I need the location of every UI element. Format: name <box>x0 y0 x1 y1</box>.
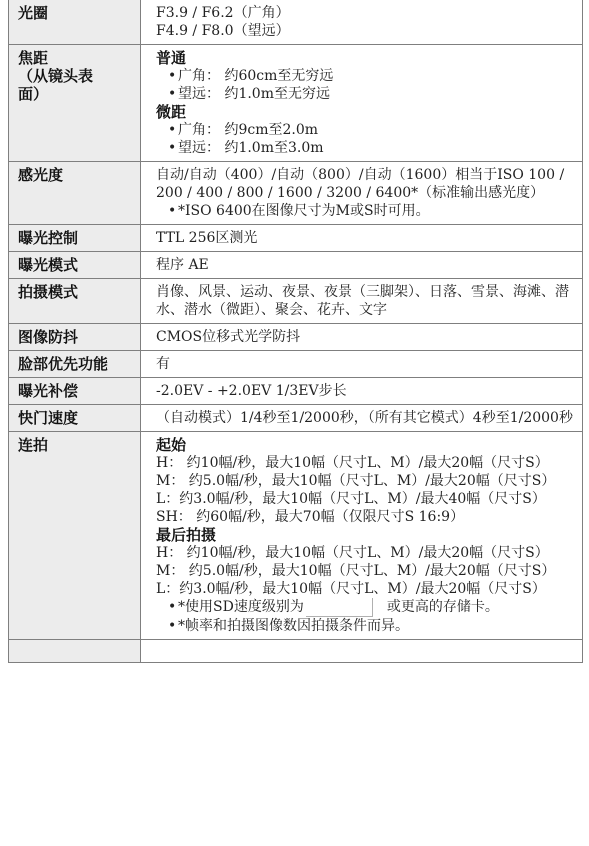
value-line: H： 约10幅/秒，最大10幅（尺寸L、M）/最大20幅（尺寸S） <box>156 455 549 471</box>
row-label: 图像防抖 <box>9 324 141 351</box>
row-aperture <box>9 0 583 45</box>
row-value <box>141 0 583 45</box>
subheading: 起始 <box>156 436 187 454</box>
spec-table <box>8 0 583 663</box>
value-line: H： 约10幅/秒，最大10幅（尺寸L、M）/最大20幅（尺寸S） <box>156 545 549 561</box>
note-text: *使用SD速度级别为 <box>178 599 304 615</box>
row-label: 曝光补偿 <box>9 378 141 405</box>
row-value: -2.0EV - +2.0EV 1/3EV步长 <box>141 378 583 405</box>
value-line: F4.9 / F8.0（望远） <box>156 23 290 39</box>
row-exposure-comp <box>9 378 583 405</box>
list-item: • 广角： 约9cm至2.0m <box>156 121 576 139</box>
row-value: （自动模式）1/4秒至1/2000秒，（所有其它模式）4秒至1/2000秒 <box>141 405 583 432</box>
row-value-empty <box>141 640 583 663</box>
row-burst <box>9 432 583 640</box>
list-item: • 望远： 约1.0m至无穷远 <box>156 85 576 103</box>
note-text: 或更高的存储卡。 <box>386 599 499 615</box>
row-iso <box>9 162 583 225</box>
row-value: 有 <box>141 351 583 378</box>
row-label: 感光度 <box>9 162 141 225</box>
subheading: 最后拍摄 <box>156 526 217 544</box>
bullet-list <box>156 598 576 635</box>
row-label: 脸部优先功能 <box>9 351 141 378</box>
value-line: F3.9 / F6.2（广角） <box>156 5 290 21</box>
row-exposure-mode <box>9 252 583 279</box>
row-metering <box>9 225 583 252</box>
value-line: M： 约5.0幅/秒，最大10幅（尺寸L、M）/最大20幅（尺寸S） <box>156 473 556 489</box>
bullet-list <box>156 67 576 103</box>
row-label: 曝光模式 <box>9 252 141 279</box>
row-label: 曝光控制 <box>9 225 141 252</box>
row-label: 拍摄模式 <box>9 279 141 324</box>
row-value: 程序 AE <box>141 252 583 279</box>
row-label: 焦距 （从镜头表 面） <box>9 45 141 162</box>
list-item: • 广角： 约60cm至无穷远 <box>156 67 576 85</box>
subheading: 微距 <box>156 103 187 121</box>
list-item: • 望远： 约1.0m至3.0m <box>156 139 576 157</box>
bullet-list <box>156 202 576 220</box>
value-text: 自动/自动（400）/自动（800）/自动（1600）相当于ISO 100 / 200 / 400 / 800 / 1600 / 3200 / 6400*（标准输出感光度） <box>156 167 565 201</box>
row-label-empty <box>9 640 141 663</box>
row-value <box>141 432 583 640</box>
row-partial <box>9 640 583 663</box>
list-item <box>156 598 576 617</box>
row-value: 肖像、风景、运动、夜景、夜景（三脚架）、日落、雪景、海滩、潜水、潜水（微距）、聚会、花卉、文字 <box>141 279 583 324</box>
value-line: SH： 约60幅/秒，最大70幅（仅限尺寸S 16:9） <box>156 509 465 525</box>
row-value <box>141 162 583 225</box>
row-label: 快门速度 <box>9 405 141 432</box>
missing-image-placeholder <box>306 598 373 617</box>
row-focus-range <box>9 45 583 162</box>
value-line: L：约3.0幅/秒，最大10幅（尺寸L、M）/最大40幅（尺寸S） <box>156 491 546 507</box>
subheading: 普通 <box>156 49 187 67</box>
list-item: • *帧率和拍摄图像数因拍摄条件而异。 <box>156 617 576 635</box>
row-shooting-modes <box>9 279 583 324</box>
value-line: M： 约5.0幅/秒，最大10幅（尺寸L、M）/最大20幅（尺寸S） <box>156 563 556 579</box>
row-face-priority <box>9 351 583 378</box>
row-value <box>141 45 583 162</box>
value-line: L：约3.0幅/秒，最大10幅（尺寸L、M）/最大20幅（尺寸S） <box>156 581 546 597</box>
list-item: • *ISO 6400在图像尺寸为M或S时可用。 <box>156 202 576 220</box>
row-value: CMOS位移式光学防抖 <box>141 324 583 351</box>
row-shutter-speed <box>9 405 583 432</box>
row-stabilization <box>9 324 583 351</box>
row-label: 光圈 <box>9 0 141 45</box>
bullet-list <box>156 121 576 157</box>
row-label: 连拍 <box>9 432 141 640</box>
row-value: TTL 256区测光 <box>141 225 583 252</box>
